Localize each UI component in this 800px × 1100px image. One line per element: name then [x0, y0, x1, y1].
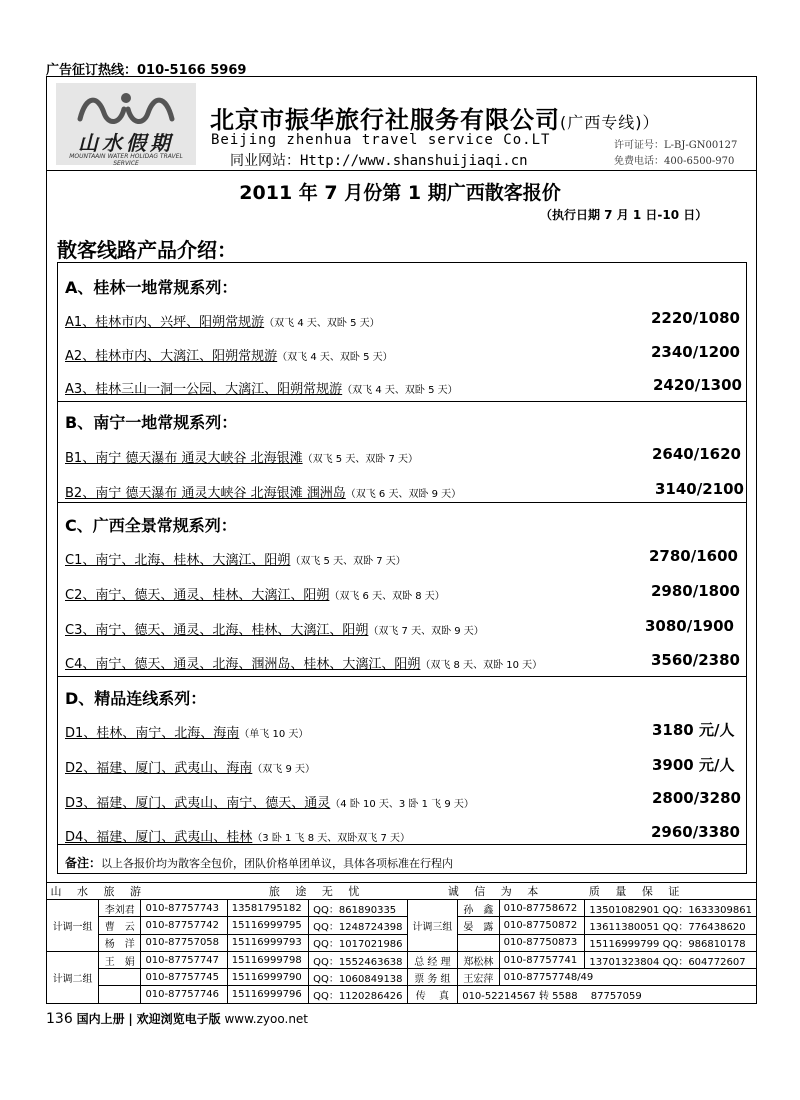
- section-heading: 散客线路产品介绍：: [57, 238, 237, 262]
- route-c2: [65, 584, 445, 603]
- logo-text-cn: 山水假期: [78, 131, 174, 155]
- route-days: （双飞 5 天、双卧 7 天）: [302, 454, 419, 465]
- table-row: [47, 917, 757, 934]
- contact-name: 杨 洋: [99, 934, 141, 951]
- company-website[interactable]: 同业网站：Http://www.shanshuijiaqi.cn: [230, 153, 528, 169]
- route-name: D2、福建、厦门、武夷山、海南: [65, 761, 253, 776]
- route-days: （双飞 4 天、双卧 5 天）: [264, 318, 380, 329]
- contact-qq: QQ：604772607: [662, 956, 746, 968]
- route-price: 2960/3380: [651, 823, 740, 841]
- route-price: 2340/1200: [651, 343, 740, 361]
- route-name: A1、桂林市内、兴坪、阳朔常规游: [65, 315, 265, 330]
- footer-section: 国内上册: [76, 1012, 125, 1026]
- route-a2: [65, 345, 393, 364]
- group-divider: [57, 502, 747, 503]
- route-days: （双飞 8 天、双卧 10 天）: [420, 660, 543, 671]
- route-name: D4、福建、厦门、武夷山、桂林: [65, 830, 253, 845]
- route-name: C3、南宁、德天、通灵、北海、桂林、大漓江、阳朔: [65, 623, 369, 638]
- route-price: 3080/1900: [645, 617, 734, 635]
- header-divider: [46, 170, 757, 171]
- execution-date: （执行日期 7 月 1 日-10 日）: [540, 208, 708, 222]
- route-b1: [65, 447, 418, 466]
- contact-name: 郑松林: [458, 951, 499, 968]
- footer-browse: 欢迎浏览电子版: [136, 1012, 221, 1026]
- route-price: 2780/1600: [649, 547, 738, 565]
- contact-phone: 010-87758672: [499, 900, 585, 917]
- route-price: 2420/1300: [653, 376, 742, 394]
- route-d1: [65, 722, 308, 741]
- contact-mobile-qq: [585, 900, 757, 917]
- route-days: （双飞 4 天、双卧 5 天）: [342, 385, 458, 396]
- contact-phone: 010-87757742: [141, 917, 227, 934]
- route-name: C2、南宁、德天、通灵、桂林、大漓江、阳朔: [65, 588, 330, 603]
- contact-mobile-qq: [585, 934, 757, 951]
- logo-wave-icon: [76, 91, 176, 127]
- role-label: 传 真: [407, 986, 458, 1003]
- route-c3: [65, 619, 484, 638]
- route-d4: [65, 826, 410, 845]
- logo: [56, 83, 196, 165]
- logo-text-en: MOUNTAAIN WATER HOLIDAG TRAVEL SERVICE: [69, 153, 183, 167]
- contact-name: 王 娟: [99, 951, 141, 968]
- contact-name: [99, 986, 141, 1003]
- group-divider: [57, 676, 747, 677]
- contact-mobile: 15116999798: [227, 951, 308, 968]
- table-row: [47, 969, 757, 986]
- route-name: D1、桂林、南宁、北海、海南: [65, 726, 240, 741]
- contact-qq: QQ：1120286426: [309, 986, 407, 1003]
- company-name: [210, 100, 660, 135]
- contact-name: [458, 934, 499, 951]
- contact-phone: 010-87750873: [499, 934, 585, 951]
- table-row: [47, 951, 757, 968]
- route-name: A3、桂林三山一洞一公园、大漓江、阳朔常规游: [65, 382, 343, 397]
- footer-url[interactable]: www.zyoo.net: [224, 1012, 309, 1026]
- contact-mobile: 13581795182: [227, 900, 308, 917]
- route-b2: [65, 482, 461, 501]
- contact-qq: QQ：1633309861: [662, 904, 752, 916]
- role-label: 票 务 组: [407, 969, 458, 986]
- group-label: 计调一组: [47, 900, 99, 952]
- route-d3: [65, 792, 474, 811]
- note: [65, 854, 453, 871]
- page-number: 136: [46, 1011, 73, 1027]
- contacts-table: [46, 882, 757, 1004]
- contact-phone: 010-87757058: [141, 934, 227, 951]
- contact-mobile: 13501082901: [589, 904, 660, 916]
- slogan: 山 水 旅 游: [47, 883, 228, 900]
- route-name: B1、南宁 德天瀑布 通灵大峡谷 北海银滩: [65, 451, 303, 466]
- slogan: 质 量 保 证: [585, 883, 757, 900]
- route-days: （双飞 7 天、双卧 9 天）: [368, 626, 484, 637]
- series-title-b: B、南宁一地常规系列：: [65, 413, 238, 432]
- route-days: （双飞 5 天、双卧 7 天）: [290, 556, 406, 567]
- contact-mobile: 15116999796: [227, 986, 308, 1003]
- contact-name: 李刘君: [99, 900, 141, 917]
- series-title-a: A、桂林一地常规系列：: [65, 278, 238, 297]
- slogan-row: [47, 883, 757, 900]
- contact-name: [99, 969, 141, 986]
- group-label: 计调二组: [47, 951, 99, 1003]
- page-footer: [46, 1010, 308, 1027]
- route-name: D3、福建、厦门、武夷山、南宁、德天、通灵: [65, 796, 331, 811]
- contact-phone: 010-87757746: [141, 986, 227, 1003]
- route-d2: [65, 757, 315, 776]
- contact-qq: QQ：776438620: [662, 921, 746, 933]
- contact-mobile-qq: [585, 917, 757, 934]
- route-price: 2800/3280: [652, 789, 741, 807]
- route-a3: [65, 378, 458, 397]
- contact-name: 王宏萍: [458, 969, 499, 986]
- document-title: 2011 年 7 月份第 1 期广西散客报价: [239, 182, 561, 204]
- note-label: 备注：: [65, 856, 102, 870]
- contact-qq: QQ：861890335: [309, 900, 407, 917]
- contact-phone: 010-87757748/49: [499, 969, 756, 986]
- license-number: 许可证号：L-BJ-GN00127: [614, 140, 738, 151]
- contact-qq: QQ：986810178: [662, 939, 746, 951]
- route-price: 2220/1080: [651, 309, 740, 327]
- route-price: 2640/1620: [652, 445, 741, 463]
- route-price: 3140/2100: [655, 480, 744, 498]
- route-name: C1、南宁、北海、桂林、大漓江、阳朔: [65, 553, 291, 568]
- footer-separator: |: [128, 1012, 133, 1026]
- route-c1: [65, 549, 406, 568]
- series-title-d: D、精品连线系列：: [65, 689, 207, 708]
- ad-hotline: 广告征订热线：010-5166 5969: [46, 63, 247, 78]
- contact-mobile: 15116999795: [227, 917, 308, 934]
- contact-name: 曹 云: [99, 917, 141, 934]
- route-days: （4 卧 10 天、3 卧 1 飞 9 天）: [330, 799, 474, 810]
- table-row: [47, 934, 757, 951]
- route-days: （3 卧 1 飞 8 天、双卧双飞 7 天）: [252, 833, 410, 844]
- route-days: （双飞 6 天、双卧 9 天）: [345, 489, 462, 500]
- contact-qq: QQ：1248724398: [309, 917, 407, 934]
- route-days: （双飞 9 天）: [252, 764, 316, 775]
- contact-mobile: 15116999799: [589, 939, 660, 951]
- contact-qq: QQ：1552463638: [309, 951, 407, 968]
- contact-mobile: 13611380051: [589, 921, 660, 933]
- route-name: A2、桂林市内、大漓江、阳朔常规游: [65, 349, 278, 364]
- route-name: C4、南宁、德天、通灵、北海、涠洲岛、桂林、大漓江、阳朔: [65, 657, 421, 672]
- group-label: 计调三组: [407, 900, 458, 952]
- contact-name: 孙 鑫: [458, 900, 499, 917]
- route-price: 3560/2380: [651, 651, 740, 669]
- free-phone: 免费电话：400-6500-970: [614, 156, 735, 167]
- company-name-cn: 北京市振华旅行社服务有限公司: [210, 106, 560, 134]
- route-price: 2980/1800: [651, 582, 740, 600]
- contact-phone: 010-87757741: [499, 951, 585, 968]
- route-name: B2、南宁 德天瀑布 通灵大峡谷 北海银滩 涠洲岛: [65, 486, 346, 501]
- route-price: 3900 元/人: [652, 756, 735, 774]
- group-divider: [57, 401, 747, 402]
- contact-phone: 010-87757743: [141, 900, 227, 917]
- company-name-suffix: (广西专线)）: [560, 113, 660, 132]
- contact-phone: 010-87757745: [141, 969, 227, 986]
- contact-mobile: 15116999790: [227, 969, 308, 986]
- contact-mobile: 15116999793: [227, 934, 308, 951]
- route-c4: [65, 653, 542, 672]
- contact-phone: 010-87750872: [499, 917, 585, 934]
- contact-qq: QQ：1017021986: [309, 934, 407, 951]
- fax-number: 010-52214567 转 5588 87757059: [458, 986, 757, 1003]
- route-days: （双飞 4 天、双卧 5 天）: [277, 352, 393, 363]
- contact-phone: 010-87757747: [141, 951, 227, 968]
- route-price: 3180 元/人: [652, 721, 735, 739]
- company-name-en: Beijing zhenhua travel service Co.LT: [211, 132, 551, 148]
- role-label: 总 经 理: [407, 951, 458, 968]
- route-a1: [65, 311, 380, 330]
- route-days: （双飞 6 天、双卧 8 天）: [329, 591, 445, 602]
- slogan: 诚 信 为 本: [407, 883, 585, 900]
- contact-name: 晏 露: [458, 917, 499, 934]
- contact-mobile-qq: [585, 951, 757, 968]
- contact-qq: QQ：1060849138: [309, 969, 407, 986]
- table-row: [47, 900, 757, 917]
- slogan: 旅 途 无 忧: [227, 883, 407, 900]
- route-days: （单飞 10 天）: [239, 729, 309, 740]
- series-title-c: C、广西全景常规系列：: [65, 516, 237, 535]
- contact-mobile: 13701323804: [589, 956, 660, 968]
- table-row: [47, 986, 757, 1003]
- note-text: 以上各报价均为散客全包价，团队价格单团单议，具体各项标准在行程内: [101, 857, 454, 870]
